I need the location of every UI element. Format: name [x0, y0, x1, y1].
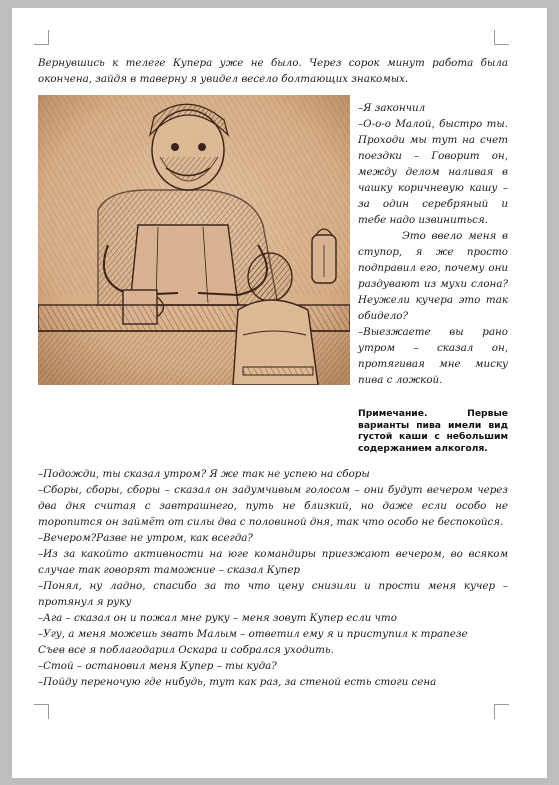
dialog-line: –Вечером?Разве не утром, как всегда?: [38, 532, 253, 544]
dialog-line: –Пойду переночую где нибудь, тут как раз, за стеной есть стоги сена: [38, 676, 437, 688]
dialog-line: Съев все я поблагодарил Оскара и собрался уходить.: [38, 644, 334, 656]
crop-mark-bottom-right: [494, 704, 509, 719]
dialog-line: –Стой – остановил меня Купер – ты куда?: [38, 660, 277, 672]
crop-mark-top-left: [34, 30, 49, 45]
right-column-text: [358, 100, 508, 388]
tavern-sketch-illustration: [38, 95, 350, 385]
dialog-line: –Понял, ну ладно, спасибо за то что цену снизили и прости меня кучер – протянул я руку: [38, 580, 508, 608]
right-line: –Я закончил: [358, 102, 426, 114]
footnote-remark: Примечание. Первые варианты пива имели вид густой каши с небольшим содержанием алкоголя.: [358, 408, 508, 454]
dialog-line: –Подожди, ты сказал утром? Я же так не успею на сборы: [38, 468, 370, 480]
dialog-line: –Ага – сказал он и пожал мне руку – меня зовут Купер если что: [38, 612, 397, 624]
dialog-line: –Сборы, сборы, сборы – сказал он задумчивым голосом – они будут вечером через два дня считая с завтрашнего, путь не близкий, но даже если особо не торопится он займёт от силы два с половиной дня, так что особо не беспокойся.: [38, 484, 508, 528]
right-line: –Выезжаете вы рано утром – сказал он, протягивая мне миску пива с ложкой.: [358, 326, 508, 386]
intro-paragraph: Вернувшись к телеге Купера уже не было. Через сорок минут работа была окончена, зайдя в таверну я увидел весело болтающих знакомых.: [38, 57, 508, 85]
dialog-line: –Угу, а меня можешь звать Малым – ответил ему я и приступил к трапезе: [38, 628, 468, 640]
crop-mark-bottom-left: [34, 704, 49, 719]
dialog-line: –Из за какойто активности на юге командиры приезжают вечером, во всяком случае так говорят таможние – сказал Купер: [38, 548, 508, 576]
right-line: –О-о-о Малой, быстро ты. Проходи мы тут на счет поездки – Говорит он, между делом наливая в чашку коричневую кашу – за один серебряный и тебе надо извиниться.: [358, 118, 508, 226]
right-line: Это ввело меня в ступор, я же просто подправил его, почему они раздувают из мухи слона? Неужели кучера это так обидело?: [358, 230, 508, 322]
crop-mark-top-right: [494, 30, 509, 45]
dialog-block: [38, 466, 508, 690]
